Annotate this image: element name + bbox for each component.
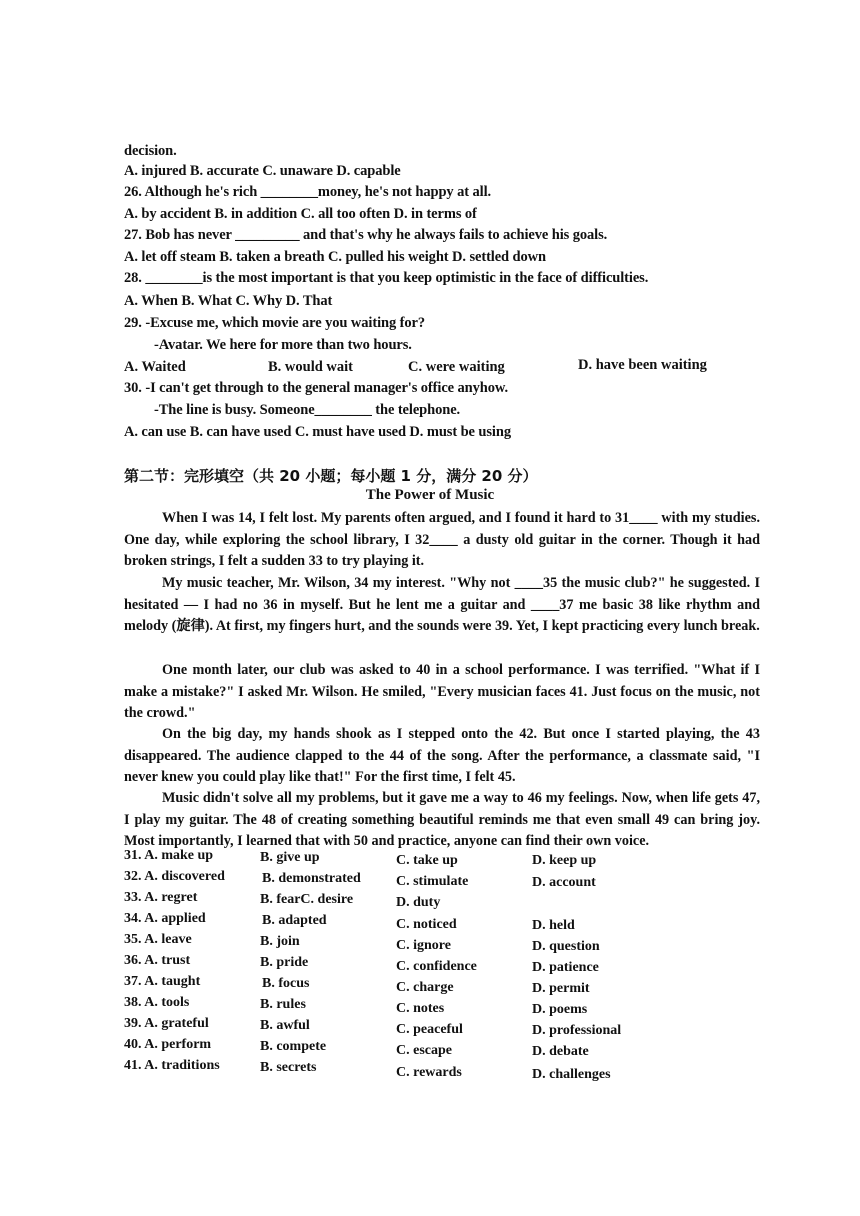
choice-40-b: B. compete	[260, 1039, 327, 1054]
section-header: 第二节：完形填空（共 20 小题；每小题 1 分，满分 20 分）	[124, 467, 538, 485]
choice-31-a: 31. A. make up	[124, 848, 214, 863]
choice-31-c: C. take up	[396, 853, 458, 868]
q30-stem: 30. -I can't get through to the general manager's office anyhow.	[124, 380, 508, 396]
passage-paragraph-2: My music teacher, Mr. Wilson, 34 my interest. "Why not ____35 the music club?" he suggested. I hesitated — I had no 36 in myself. But he lent me a guitar and ____37 me basic 38 like rhythm and melody (旋律). At first, my fingers hurt, and the sounds were 39. Yet, I kept practicing every lunch break.	[124, 575, 760, 634]
passage-paragraph-1: When I was 14, I felt lost. My parents often argued, and I found it hard to 31____ with my studies. One day, while exploring the school library, I 32____ a dusty old guitar in the corner. Though it had broken strings, I felt a sudden 33 to try playing it.	[124, 510, 760, 569]
choice-35-b: B. join	[260, 934, 300, 949]
q29-option-c: C. were waiting	[408, 359, 505, 375]
q29-stem: 29. -Excuse me, which movie are you waiting for?	[124, 315, 426, 331]
passage-paragraph-5: Music didn't solve all my problems, but it gave me a way to 46 my feelings. Now, when life gets 47, I play my guitar. The 48 of creating something beautiful reminds me that even small 49 can bring joy. Most importantly, I learned that with 50 and practice, anyone can find their own voice.	[124, 790, 760, 849]
choice-39-c: C. peaceful	[396, 1022, 463, 1037]
q29-option-b: B. would wait	[268, 359, 354, 375]
choice-37-b: B. focus	[262, 976, 310, 991]
q29-reply: -Avatar. We here for more than two hours.	[154, 337, 412, 353]
q26-stem: 26. Although he's rich ________money, he's not happy at all.	[124, 184, 492, 200]
choice-40-d: D. debate	[532, 1044, 589, 1059]
q25-options: A. injured B. accurate C. unaware D. capable	[124, 163, 401, 179]
passage-paragraph-3: One month later, our club was asked to 40 in a school performance. I was terrified. "What if I make a mistake?" I asked Mr. Wilson. He smiled, "Every musician faces 41. Just focus on the music, not the crowd."	[124, 662, 760, 721]
q28-options: A. When B. What C. Why D. That	[124, 293, 333, 309]
choice-38-a: 38. A. tools	[124, 995, 190, 1010]
q27-options: A. let off steam B. taken a breath C. pulled his weight D. settled down	[124, 249, 546, 265]
choice-33-b: B. fearC. desire	[260, 892, 354, 907]
q25-end: decision.	[124, 143, 177, 159]
q29-option-d: D. have been waiting	[578, 357, 707, 373]
q30-options: A. can use B. can have used C. must have used D. must be using	[124, 424, 511, 440]
choice-32-a: 32. A. discovered	[124, 869, 225, 884]
choice-38-b: B. rules	[260, 997, 306, 1012]
choice-40-c: C. escape	[396, 1043, 452, 1058]
choice-35-d: D. question	[532, 939, 600, 954]
q28-stem: 28. ________is the most important is that you keep optimistic in the face of difficulties.	[124, 270, 649, 286]
q26-options: A. by accident B. in addition C. all too often D. in terms of	[124, 206, 477, 222]
choice-34-d: D. held	[532, 918, 575, 933]
choice-36-c: C. confidence	[396, 959, 477, 974]
passage-paragraph-4: On the big day, my hands shook as I stepped onto the 42. But once I started playing, the 43 disappeared. The audience clapped to the 44 of the song. After the performance, a classmate said, "I never knew you could play like that!" For the first time, I felt 45.	[124, 726, 760, 785]
choice-41-d: D. challenges	[532, 1067, 611, 1082]
choice-34-c: C. noticed	[396, 917, 457, 932]
choice-36-a: 36. A. trust	[124, 953, 191, 968]
choice-38-c: C. notes	[396, 1001, 445, 1016]
choice-34-b: B. adapted	[262, 913, 327, 928]
choice-32-d: D. account	[532, 875, 596, 890]
choice-36-b: B. pride	[260, 955, 309, 970]
choice-34-a: 34. A. applied	[124, 911, 206, 926]
choice-33-c: D. duty	[396, 895, 441, 910]
choice-32-c: C. stimulate	[396, 874, 469, 889]
q30-reply: -The line is busy. Someone________ the telephone.	[154, 402, 461, 418]
choice-37-a: 37. A. taught	[124, 974, 201, 989]
choice-41-b: B. secrets	[260, 1060, 317, 1075]
choice-31-b: B. give up	[260, 850, 320, 865]
choice-39-a: 39. A. grateful	[124, 1016, 209, 1031]
choice-37-d: D. permit	[532, 981, 590, 996]
choice-37-c: C. charge	[396, 980, 454, 995]
choice-39-b: B. awful	[260, 1018, 310, 1033]
passage-title: The Power of Music	[365, 487, 495, 503]
choice-40-a: 40. A. perform	[124, 1037, 212, 1052]
q29-option-a: A. Waited	[124, 359, 186, 375]
choice-35-a: 35. A. leave	[124, 932, 192, 947]
choice-39-d: D. professional	[532, 1023, 622, 1038]
choice-32-b: B. demonstrated	[262, 871, 361, 886]
choice-33-a: 33. A. regret	[124, 890, 198, 905]
choice-38-d: D. poems	[532, 1002, 588, 1017]
choice-35-c: C. ignore	[396, 938, 451, 953]
choice-41-c: C. rewards	[396, 1065, 462, 1080]
choice-36-d: D. patience	[532, 960, 599, 975]
choice-41-a: 41. A. traditions	[124, 1058, 220, 1073]
choice-31-d: D. keep up	[532, 853, 597, 868]
q27-stem: 27. Bob has never _________ and that's why he always fails to achieve his goals.	[124, 227, 608, 243]
